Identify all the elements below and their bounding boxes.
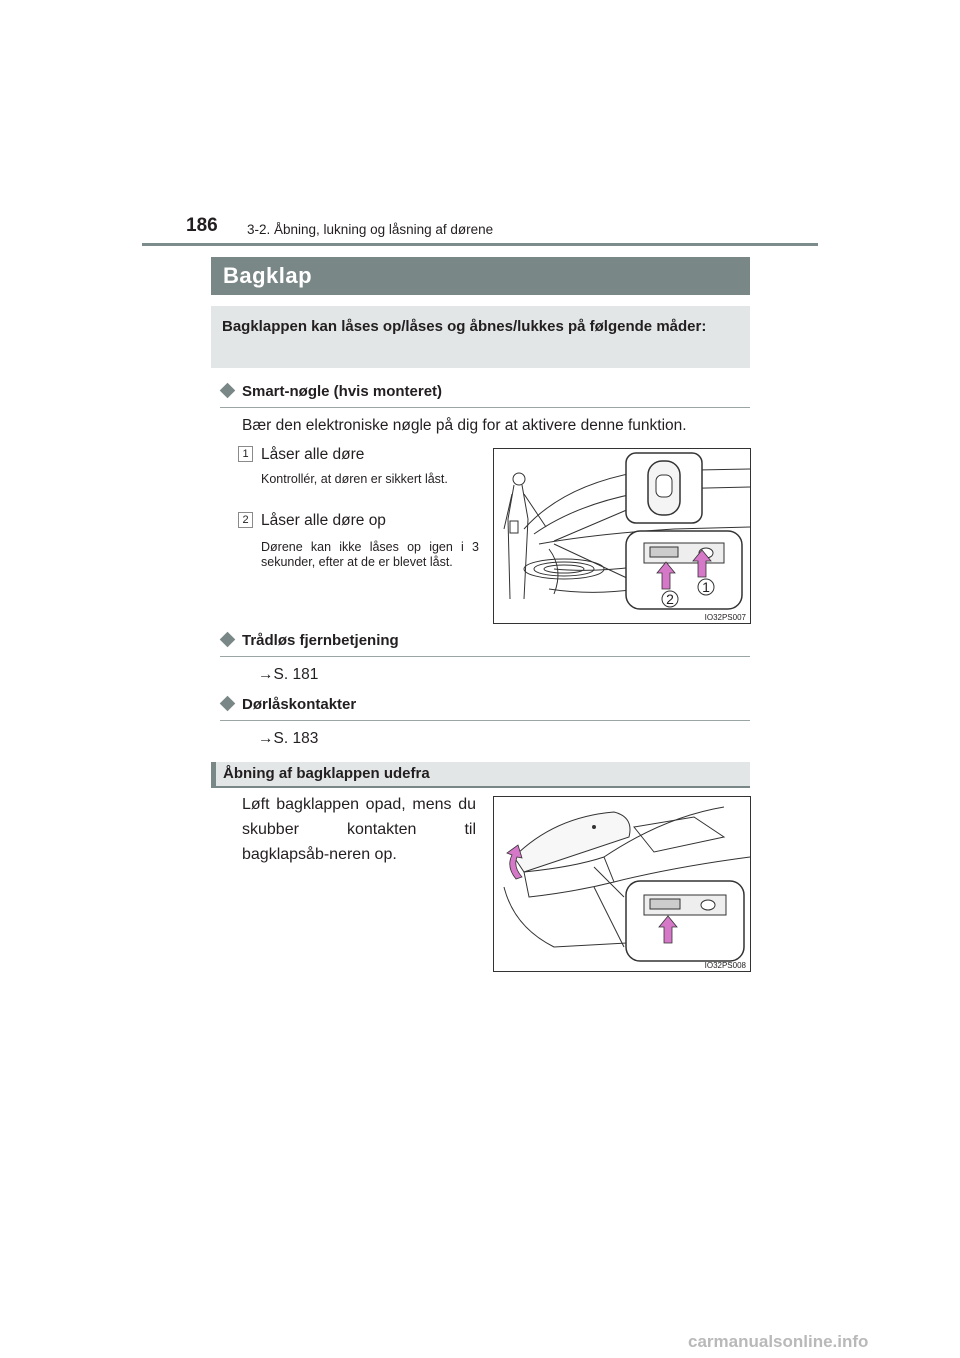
remote-heading <box>220 632 750 657</box>
figure-code: IO32PS008 <box>704 961 746 970</box>
tailgate-switch-inset <box>626 881 744 961</box>
smart-key-description: Bær den elektroniske nøgle på dig for at aktivere denne funktion. <box>242 417 687 434</box>
remote-heading-label: Trådløs fjernbetjening <box>242 632 399 649</box>
item-note-1: Kontrollér, at døren er sikkert låst. <box>261 472 448 486</box>
door-lock-heading <box>220 696 750 721</box>
page-title: Bagklap <box>223 263 313 288</box>
intro-text: Bagklappen kan låses op/låses og åbnes/lukkes på følgende måder: <box>222 318 707 335</box>
item-label-2: Låser alle døre op <box>261 512 386 529</box>
opening-text: Løft bagklappen opad, mens du skubber kontakten til bagklapsåb-neren op. <box>242 796 476 863</box>
remote-page-reference: →S. 181 <box>258 666 319 683</box>
figure-code: IO32PS007 <box>704 613 746 622</box>
opening-section-bar <box>211 762 750 788</box>
smart-key-heading-label: Smart-nøgle (hvis monteret) <box>242 383 443 400</box>
item-number-2: 2 <box>238 512 253 528</box>
car-rear-person-illustration <box>494 449 750 623</box>
intro-box <box>211 306 750 368</box>
diamond-bullet-icon <box>220 696 236 712</box>
section-reference: 3-2. Åbning, lukning og låsning af dørene <box>247 222 494 237</box>
door-lock-page-reference: →S. 183 <box>258 730 319 747</box>
watermark: carmanualsonline.info <box>688 1332 869 1351</box>
page-number: 186 <box>186 215 218 236</box>
callout-2: 2 <box>666 591 674 607</box>
header-rule <box>142 243 818 246</box>
door-lock-heading-label: Dørlåskontakter <box>242 696 357 713</box>
title-bar <box>211 257 750 295</box>
item-note-2: Dørene kan ikke låses op igen i 3 sekunder, efter at de er blevet låst. <box>261 540 479 569</box>
item-number-1: 1 <box>238 446 253 462</box>
tailgate-figure <box>493 796 751 972</box>
item-label-1: Låser alle døre <box>261 446 365 463</box>
diamond-bullet-icon <box>220 383 236 399</box>
tailgate-opening-illustration <box>494 797 750 971</box>
diamond-bullet-icon <box>220 632 236 648</box>
callout-1: 1 <box>702 579 710 595</box>
smart-key-heading <box>220 383 750 408</box>
opening-heading: Åbning af bagklappen udefra <box>223 765 430 782</box>
smart-key-figure <box>493 448 751 624</box>
